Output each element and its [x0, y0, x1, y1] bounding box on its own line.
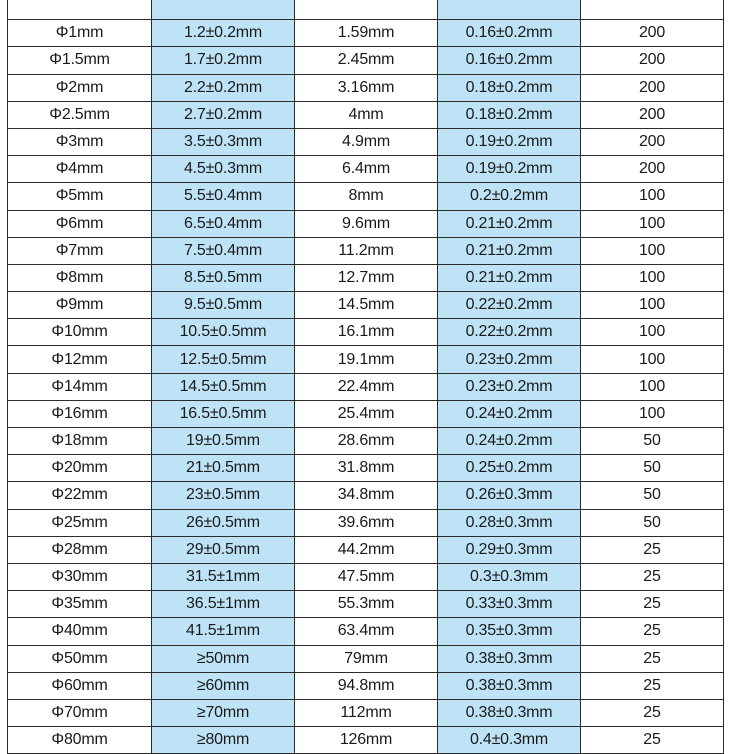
- length-cell: 63.4mm: [295, 618, 438, 645]
- length-cell: 47.5mm: [295, 563, 438, 590]
- table-row: [8, 482, 724, 509]
- expanded-size-cell: 3.5±0.3mm: [152, 128, 295, 155]
- quantity-cell: 25: [581, 645, 724, 672]
- diameter-cell: Φ20mm: [8, 455, 152, 482]
- table-row: [8, 509, 724, 536]
- wall-thickness-cell: [438, 0, 581, 20]
- length-cell: 31.8mm: [295, 455, 438, 482]
- expanded-size-cell: 9.5±0.5mm: [152, 292, 295, 319]
- wall-thickness-cell: 0.25±0.2mm: [438, 455, 581, 482]
- expanded-size-cell: ≥70mm: [152, 699, 295, 726]
- quantity-cell: 200: [581, 20, 724, 47]
- diameter-cell: Φ16mm: [8, 400, 152, 427]
- diameter-cell: Φ14mm: [8, 373, 152, 400]
- diameter-cell: Φ7mm: [8, 237, 152, 264]
- length-cell: 79mm: [295, 645, 438, 672]
- length-cell: 4mm: [295, 101, 438, 128]
- wall-thickness-cell: 0.38±0.3mm: [438, 672, 581, 699]
- length-cell: 6.4mm: [295, 156, 438, 183]
- quantity-cell: 100: [581, 210, 724, 237]
- wall-thickness-cell: 0.18±0.2mm: [438, 74, 581, 101]
- table-row: [8, 0, 724, 20]
- length-cell: 126mm: [295, 727, 438, 754]
- expanded-size-cell: ≥60mm: [152, 672, 295, 699]
- table-row: [8, 591, 724, 618]
- wall-thickness-cell: 0.24±0.2mm: [438, 400, 581, 427]
- length-cell: 19.1mm: [295, 346, 438, 373]
- expanded-size-cell: 16.5±0.5mm: [152, 400, 295, 427]
- wall-thickness-cell: 0.26±0.3mm: [438, 482, 581, 509]
- expanded-size-cell: 6.5±0.4mm: [152, 210, 295, 237]
- wall-thickness-cell: 0.29±0.3mm: [438, 536, 581, 563]
- table-row: [8, 101, 724, 128]
- table-row: [8, 237, 724, 264]
- quantity-cell: 100: [581, 292, 724, 319]
- length-cell: 4.9mm: [295, 128, 438, 155]
- length-cell: 16.1mm: [295, 319, 438, 346]
- spec-table-container: [7, 0, 723, 754]
- table-row: [8, 536, 724, 563]
- quantity-cell: 25: [581, 618, 724, 645]
- wall-thickness-cell: 0.21±0.2mm: [438, 237, 581, 264]
- wall-thickness-cell: 0.28±0.3mm: [438, 509, 581, 536]
- table-row: [8, 618, 724, 645]
- quantity-cell: 25: [581, 563, 724, 590]
- diameter-cell: Φ25mm: [8, 509, 152, 536]
- diameter-cell: Φ18mm: [8, 428, 152, 455]
- table-row: [8, 699, 724, 726]
- expanded-size-cell: 21±0.5mm: [152, 455, 295, 482]
- expanded-size-cell: 1.7±0.2mm: [152, 47, 295, 74]
- wall-thickness-cell: 0.21±0.2mm: [438, 264, 581, 291]
- length-cell: 3.16mm: [295, 74, 438, 101]
- wall-thickness-cell: 0.22±0.2mm: [438, 292, 581, 319]
- quantity-cell: 100: [581, 319, 724, 346]
- expanded-size-cell: 41.5±1mm: [152, 618, 295, 645]
- table-row: [8, 645, 724, 672]
- length-cell: 44.2mm: [295, 536, 438, 563]
- quantity-cell: 200: [581, 128, 724, 155]
- expanded-size-cell: 12.5±0.5mm: [152, 346, 295, 373]
- quantity-cell: 100: [581, 373, 724, 400]
- length-cell: 39.6mm: [295, 509, 438, 536]
- diameter-cell: Φ50mm: [8, 645, 152, 672]
- diameter-cell: Φ1mm: [8, 20, 152, 47]
- length-cell: 94.8mm: [295, 672, 438, 699]
- quantity-cell: 25: [581, 699, 724, 726]
- quantity-cell: 100: [581, 183, 724, 210]
- diameter-cell: Φ1.5mm: [8, 47, 152, 74]
- diameter-cell: Φ8mm: [8, 264, 152, 291]
- expanded-size-cell: 29±0.5mm: [152, 536, 295, 563]
- diameter-cell: Φ35mm: [8, 591, 152, 618]
- table-row: [8, 727, 724, 754]
- table-row: [8, 264, 724, 291]
- wall-thickness-cell: 0.2±0.2mm: [438, 183, 581, 210]
- table-row: [8, 428, 724, 455]
- wall-thickness-cell: 0.19±0.2mm: [438, 128, 581, 155]
- wall-thickness-cell: 0.35±0.3mm: [438, 618, 581, 645]
- table-row: [8, 373, 724, 400]
- quantity-cell: 200: [581, 74, 724, 101]
- diameter-cell: Φ80mm: [8, 727, 152, 754]
- diameter-cell: Φ22mm: [8, 482, 152, 509]
- diameter-cell: Φ70mm: [8, 699, 152, 726]
- diameter-cell: [8, 0, 152, 20]
- wall-thickness-cell: 0.16±0.2mm: [438, 20, 581, 47]
- expanded-size-cell: 1.2±0.2mm: [152, 20, 295, 47]
- wall-thickness-cell: 0.24±0.2mm: [438, 428, 581, 455]
- table-row: [8, 156, 724, 183]
- expanded-size-cell: 8.5±0.5mm: [152, 264, 295, 291]
- expanded-size-cell: 23±0.5mm: [152, 482, 295, 509]
- table-row: [8, 47, 724, 74]
- expanded-size-cell: 19±0.5mm: [152, 428, 295, 455]
- diameter-cell: Φ5mm: [8, 183, 152, 210]
- diameter-cell: Φ2mm: [8, 74, 152, 101]
- wall-thickness-cell: 0.23±0.2mm: [438, 373, 581, 400]
- expanded-size-cell: 26±0.5mm: [152, 509, 295, 536]
- table-row: [8, 210, 724, 237]
- quantity-cell: 25: [581, 727, 724, 754]
- length-cell: 8mm: [295, 183, 438, 210]
- expanded-size-cell: [152, 0, 295, 20]
- diameter-cell: Φ4mm: [8, 156, 152, 183]
- expanded-size-cell: 7.5±0.4mm: [152, 237, 295, 264]
- table-row: [8, 74, 724, 101]
- wall-thickness-cell: 0.4±0.3mm: [438, 727, 581, 754]
- expanded-size-cell: ≥50mm: [152, 645, 295, 672]
- table-row: [8, 183, 724, 210]
- wall-thickness-cell: 0.3±0.3mm: [438, 563, 581, 590]
- table-row: [8, 292, 724, 319]
- expanded-size-cell: 2.7±0.2mm: [152, 101, 295, 128]
- table-row: [8, 672, 724, 699]
- length-cell: 28.6mm: [295, 428, 438, 455]
- quantity-cell: 100: [581, 264, 724, 291]
- length-cell: 25.4mm: [295, 400, 438, 427]
- length-cell: 55.3mm: [295, 591, 438, 618]
- wall-thickness-cell: 0.38±0.3mm: [438, 699, 581, 726]
- quantity-cell: 200: [581, 156, 724, 183]
- wall-thickness-cell: 0.16±0.2mm: [438, 47, 581, 74]
- diameter-cell: Φ28mm: [8, 536, 152, 563]
- length-cell: 2.45mm: [295, 47, 438, 74]
- expanded-size-cell: 31.5±1mm: [152, 563, 295, 590]
- quantity-cell: 25: [581, 591, 724, 618]
- wall-thickness-cell: 0.19±0.2mm: [438, 156, 581, 183]
- quantity-cell: [581, 0, 724, 20]
- expanded-size-cell: 36.5±1mm: [152, 591, 295, 618]
- expanded-size-cell: 14.5±0.5mm: [152, 373, 295, 400]
- quantity-cell: 100: [581, 346, 724, 373]
- diameter-cell: Φ12mm: [8, 346, 152, 373]
- quantity-cell: 50: [581, 455, 724, 482]
- table-row: [8, 20, 724, 47]
- length-cell: 22.4mm: [295, 373, 438, 400]
- spec-table: [7, 0, 724, 754]
- table-row: [8, 400, 724, 427]
- quantity-cell: 25: [581, 536, 724, 563]
- length-cell: 112mm: [295, 699, 438, 726]
- table-row: [8, 319, 724, 346]
- quantity-cell: 50: [581, 509, 724, 536]
- length-cell: 12.7mm: [295, 264, 438, 291]
- length-cell: 14.5mm: [295, 292, 438, 319]
- diameter-cell: Φ3mm: [8, 128, 152, 155]
- wall-thickness-cell: 0.22±0.2mm: [438, 319, 581, 346]
- quantity-cell: 200: [581, 47, 724, 74]
- expanded-size-cell: 2.2±0.2mm: [152, 74, 295, 101]
- spec-table-body: [8, 0, 724, 754]
- length-cell: 1.59mm: [295, 20, 438, 47]
- wall-thickness-cell: 0.23±0.2mm: [438, 346, 581, 373]
- quantity-cell: 50: [581, 482, 724, 509]
- wall-thickness-cell: 0.38±0.3mm: [438, 645, 581, 672]
- length-cell: 34.8mm: [295, 482, 438, 509]
- diameter-cell: Φ30mm: [8, 563, 152, 590]
- table-row: [8, 563, 724, 590]
- quantity-cell: 50: [581, 428, 724, 455]
- table-row: [8, 455, 724, 482]
- diameter-cell: Φ6mm: [8, 210, 152, 237]
- quantity-cell: 25: [581, 672, 724, 699]
- quantity-cell: 200: [581, 101, 724, 128]
- diameter-cell: Φ10mm: [8, 319, 152, 346]
- diameter-cell: Φ60mm: [8, 672, 152, 699]
- length-cell: 9.6mm: [295, 210, 438, 237]
- expanded-size-cell: ≥80mm: [152, 727, 295, 754]
- expanded-size-cell: 4.5±0.3mm: [152, 156, 295, 183]
- wall-thickness-cell: 0.21±0.2mm: [438, 210, 581, 237]
- expanded-size-cell: 5.5±0.4mm: [152, 183, 295, 210]
- length-cell: 11.2mm: [295, 237, 438, 264]
- wall-thickness-cell: 0.33±0.3mm: [438, 591, 581, 618]
- table-row: [8, 128, 724, 155]
- length-cell: [295, 0, 438, 20]
- expanded-size-cell: 10.5±0.5mm: [152, 319, 295, 346]
- quantity-cell: 100: [581, 400, 724, 427]
- diameter-cell: Φ40mm: [8, 618, 152, 645]
- diameter-cell: Φ2.5mm: [8, 101, 152, 128]
- table-row: [8, 346, 724, 373]
- diameter-cell: Φ9mm: [8, 292, 152, 319]
- wall-thickness-cell: 0.18±0.2mm: [438, 101, 581, 128]
- quantity-cell: 100: [581, 237, 724, 264]
